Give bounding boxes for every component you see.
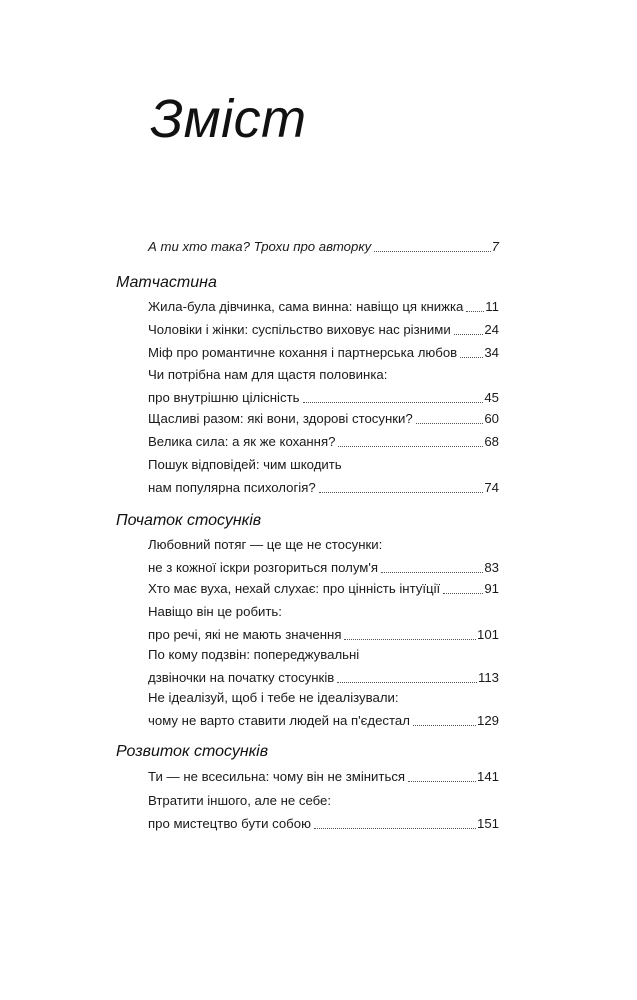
dot-leader (416, 422, 484, 424)
dot-leader (408, 780, 476, 782)
toc-entry[interactable] (148, 768, 499, 786)
dot-leader (337, 681, 477, 683)
toc-entry[interactable] (148, 580, 499, 598)
toc-entry-title: Велика сила: а як же кохання? (148, 434, 336, 449)
toc-entry[interactable] (148, 344, 499, 362)
toc-page-number: 141 (476, 769, 499, 784)
toc-entry[interactable] (148, 646, 499, 687)
toc-entry-title: Пошук відповідей: чим шкодить (148, 457, 342, 472)
toc-entry[interactable] (148, 366, 499, 407)
toc-entry-title-cont: дзвіночки на початку стосунків (148, 670, 335, 685)
toc-entry-title: Не ідеалізуй, щоб і тебе не ідеалізували: (148, 690, 399, 705)
toc-entry[interactable] (148, 410, 499, 428)
dot-leader (466, 310, 484, 312)
dot-leader (319, 491, 484, 493)
toc-entry-title: Міф про романтичне кохання і партнерська любов (148, 345, 458, 360)
toc-entry-title-cont: про мистецтво бути собою (148, 816, 311, 831)
dot-leader (303, 401, 484, 403)
dot-leader (374, 250, 490, 252)
toc-entry-title: Щасливі разом: які вони, здорові стосунки? (148, 411, 413, 426)
toc-page-number: 113 (477, 670, 499, 685)
toc-entry-title: Навіщо він це робить: (148, 604, 282, 619)
toc-page-number: 68 (484, 434, 499, 449)
toc-entry[interactable] (148, 298, 499, 316)
toc-page-number: 91 (484, 581, 499, 596)
toc-entry-title: По кому подзвін: попереджувальні (148, 647, 360, 662)
toc-page-number: 83 (484, 560, 499, 575)
toc-page-number: 74 (484, 480, 499, 495)
dot-leader (338, 445, 483, 447)
toc-page-number: 7 (491, 239, 499, 254)
toc-page-number: 11 (485, 299, 499, 314)
toc-entry-title: Ти — не всесильна: чому він не зміниться (148, 769, 406, 784)
toc-page-number: 24 (484, 322, 499, 337)
toc-entry-title: Жила-була дівчинка, сама винна: навіщо ця книжка (148, 299, 464, 314)
toc-entry-title-cont: чому не варто ставити людей на п'єдестал (148, 713, 410, 728)
toc-entry-title: Чи потрібна нам для щастя половинка: (148, 367, 388, 382)
toc-entry[interactable] (148, 536, 499, 577)
toc-entry-title: Любовний потяг — це ще не стосунки: (148, 537, 383, 552)
toc-page-number: 45 (484, 390, 499, 405)
toc-page-number: 129 (476, 713, 499, 728)
toc-entry[interactable] (148, 689, 499, 730)
toc-entry-title: Втратити іншого, але не себе: (148, 793, 332, 808)
toc-entry-title-cont: не з кожної іскри розгориться полум'я (148, 560, 379, 575)
toc-page-number: 34 (484, 345, 499, 360)
toc-page-number: 151 (476, 816, 499, 831)
dot-leader (344, 638, 476, 640)
section-heading: Матчастина (116, 274, 217, 291)
toc-page-number: 60 (484, 411, 499, 426)
dot-leader (314, 827, 476, 829)
section-heading: Розвиток стосунків (116, 743, 269, 760)
toc-entry-title-cont: про внутрішню цілісність (148, 390, 300, 405)
toc-entry[interactable] (148, 456, 499, 497)
toc-entry[interactable] (148, 792, 499, 833)
dot-leader (413, 724, 476, 726)
toc-entry-title-cont: нам популярна психологія? (148, 480, 316, 495)
toc-entry-intro[interactable] (148, 238, 499, 256)
dot-leader (460, 356, 483, 358)
toc-entry[interactable] (148, 321, 499, 339)
toc-entry-title-cont: про речі, які не мають значення (148, 627, 342, 642)
dot-leader (381, 571, 483, 573)
page-title: Зміст (150, 89, 307, 149)
section-heading: Початок стосунків (116, 512, 262, 529)
dot-leader (443, 592, 483, 594)
toc-entry-title: Хто має вуха, нехай слухає: про цінність інтуїції (148, 581, 441, 596)
toc-entry-title: Чоловіки і жінки: суспільство виховує нас різними (148, 322, 451, 337)
toc-entry[interactable] (148, 603, 499, 644)
toc-page-number: 101 (476, 627, 499, 642)
toc-entry[interactable] (148, 433, 499, 451)
toc-entry-title: А ти хто така? Трохи про авторку (148, 239, 372, 254)
dot-leader (454, 333, 484, 335)
